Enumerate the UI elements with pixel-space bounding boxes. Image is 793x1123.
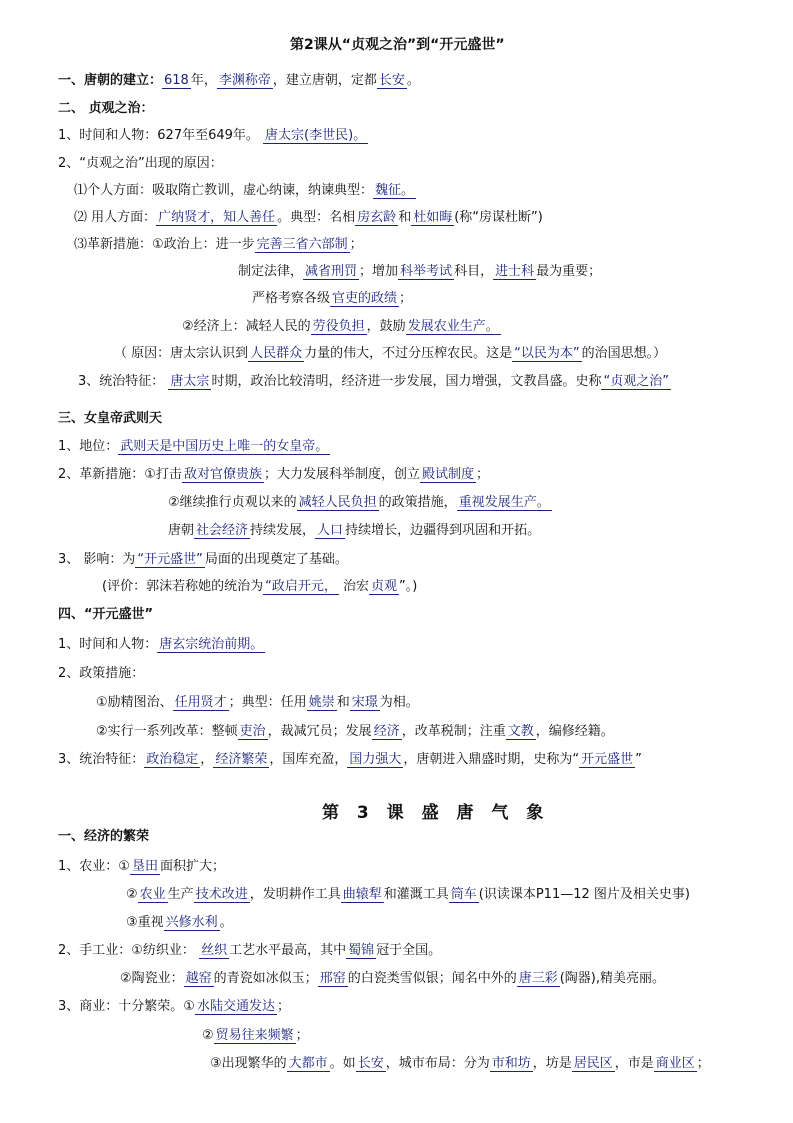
section4-heading: 四、“开元盛世” (58, 607, 154, 622)
text: ⑶革新措施：①政治上：进一步 (74, 237, 255, 252)
text: ，城市布局：分为 (385, 1056, 490, 1071)
xuanzong: 唐玄宗统治前期。 (159, 637, 264, 652)
text: 严格考察各级 (252, 291, 331, 306)
text: 持续增长，边疆得到巩固和开拓。 (345, 523, 541, 538)
social-economy: 社会经济 (196, 523, 249, 538)
metropolis: 大都市 (288, 1056, 328, 1071)
text: 3、统治特征： (78, 374, 165, 389)
text: 年， (190, 73, 217, 88)
text: 3、 影响：为 (58, 552, 136, 567)
s4-item1 (58, 636, 265, 654)
text: ②经济上：减轻人民的 (182, 319, 311, 334)
text: 1、农业：① (58, 859, 130, 874)
l3-commerce (58, 998, 290, 1016)
text: 局面的出现奠定了基础。 (204, 552, 348, 567)
jinshi: 进士科 (495, 264, 535, 279)
text: ，鼓励 (366, 319, 406, 334)
zhenguan: 贞观 (370, 579, 397, 594)
s2-item3 (78, 373, 671, 391)
text: 力量的伟大，不过分压榨农民。这是 (304, 346, 513, 361)
residential: 居民区 (573, 1056, 613, 1071)
wei-zheng: 魏征。 (375, 183, 415, 198)
s4-item2a (96, 694, 419, 712)
text: ②实行一系列改革：整顿 (96, 724, 238, 739)
text: 。如 (329, 1056, 356, 1071)
text: 面积扩大； (159, 859, 225, 874)
text: 最为重要； (536, 264, 602, 279)
trade: 贸易往来频繁 (215, 1028, 294, 1043)
text: ，发明耕作工具 (249, 887, 341, 902)
s3-item3 (58, 551, 348, 569)
political-stability: 政治稳定 (146, 752, 199, 767)
text: 和灌溉工具 (383, 887, 449, 902)
text: ①励精图治、 (96, 695, 173, 710)
text: 和 (398, 210, 412, 225)
s2-item2b (74, 209, 543, 227)
agriculture: 农业 (139, 887, 166, 902)
section1-heading: 一、唐朝的建立： (58, 73, 163, 88)
l3-handicraft (58, 942, 441, 960)
founding-year: 618 (164, 73, 189, 88)
text: ③重视 (126, 915, 164, 930)
official-records: 官吏的政绩 (332, 291, 398, 306)
economy: 经济 (373, 724, 400, 739)
irrigation: 兴修水利 (165, 915, 218, 930)
text: ⑴个人方面：吸取隋亡教训，虚心纳谏，纳谏典型： (74, 183, 374, 198)
text: ②陶瓷业： (120, 971, 184, 986)
text: ，编修经籍。 (535, 724, 614, 739)
l3-section1-heading: 一、经济的繁荣 (58, 829, 150, 844)
emperor-taizong: 唐太宗(李世民)。 (265, 128, 367, 143)
shu-brocade: 蜀锦 (348, 943, 375, 958)
text: (称“房谋杜断”) (454, 210, 543, 225)
l3-trade (202, 1027, 309, 1045)
du-ruhui: 杜如晦 (413, 210, 453, 225)
tang-sancai: 唐三彩 (518, 971, 558, 986)
song-jing: 宋璟 (351, 695, 378, 710)
text: ； (399, 291, 413, 306)
l3-agriculture (58, 858, 225, 876)
text: ”。) (398, 579, 418, 594)
text: 冠于全国。 (376, 943, 442, 958)
s2-item2c (74, 236, 363, 254)
text: 2、革新措施：①打击 (58, 467, 182, 482)
text: ，建立唐朝，定都 (272, 73, 377, 88)
officials: 吏治 (239, 724, 266, 739)
text: ；典型：任用 (228, 695, 307, 710)
agri-production: 发展农业生产。 (407, 319, 499, 334)
silk: 丝织 (201, 943, 228, 958)
section2-heading: 二、 贞观之治： (58, 101, 154, 116)
text: 的治国思想。） (581, 346, 667, 361)
tech-improve: 技术改进 (195, 887, 248, 902)
section1-line (58, 72, 420, 90)
s2-law-line (238, 263, 601, 281)
education: 文教 (507, 724, 534, 739)
text: 3、统治特征： (58, 752, 145, 767)
text: ， (200, 752, 214, 767)
reduce-penalties: 减省刑罚 (305, 264, 358, 279)
text: 生产 (167, 887, 194, 902)
palace-exam: 殿试制度 (421, 467, 474, 482)
text: ，坊是 (532, 1056, 572, 1071)
reduce-burden: 减轻人民负担 (298, 495, 377, 510)
text: (识读课本P11—12 图片及相关史事) (478, 887, 690, 902)
changan: 长安 (357, 1056, 384, 1071)
text: 的政策措施， (378, 495, 457, 510)
text: 的白瓷类雪似银；闻名中外的 (347, 971, 517, 986)
capital: 长安 (378, 73, 405, 88)
s4-item2b (96, 723, 614, 741)
s2-item2: 2、“贞观之治”出现的原因： (58, 156, 223, 171)
s2-reason-line (114, 345, 666, 363)
text: 制定法律， (238, 264, 304, 279)
yao-chong: 姚崇 (308, 695, 335, 710)
hostile-aristocrats: 敌对官僚贵族 (183, 467, 262, 482)
imperial-exam: 科举考试 (400, 264, 453, 279)
founder: 李渊称帝 (218, 73, 271, 88)
text: 。 (219, 915, 233, 930)
s3-item2 (58, 466, 489, 484)
wu-zetian-status: 武则天是中国历史上唯一的女皇帝。 (120, 439, 329, 454)
develop-production: 重视发展生产。 (458, 495, 550, 510)
people-first: “以民为本” (514, 346, 580, 361)
text: ② (202, 1028, 214, 1043)
yue-kiln: 越窑 (185, 971, 212, 986)
text: ③出现繁华的 (210, 1056, 287, 1071)
lesson2-title: 第2课从“贞观之治”到“开元盛世” (290, 37, 505, 53)
l3-cities (210, 1055, 710, 1073)
text: 工艺水平最高，其中 (229, 943, 347, 958)
text: ；大力发展科举制度，创立 (263, 467, 420, 482)
s2-econ-line (182, 318, 501, 336)
text: ，唐朝进入鼎盛时期，史称为“ (403, 752, 580, 767)
three-departments: 完善三省六部制 (256, 237, 348, 252)
text: 3、商业：十分繁荣。① (58, 999, 195, 1014)
text: ； (295, 1028, 309, 1043)
market-ward: 市和坊 (491, 1056, 531, 1071)
text: 唐朝 (168, 523, 195, 538)
national-power: 国力强大 (349, 752, 402, 767)
economic-prosperity: 经济繁荣 (215, 752, 268, 767)
text: ⑵ 用人方面： (74, 210, 157, 225)
labor-burden: 劳役负担 (312, 319, 365, 334)
text: 科目， (454, 264, 494, 279)
text: 1、时间和人物：627年至649年。 (58, 128, 259, 143)
kaiyuan: 开元盛世 (581, 752, 634, 767)
s3-item2c (168, 522, 540, 540)
transport: 水陆交通发达 (196, 999, 275, 1014)
text: 。典型：名相 (277, 210, 356, 225)
text: ； (475, 467, 489, 482)
talent-policy: 广纳贤才，知人善任 (158, 210, 276, 225)
fang-xuanling: 房玄龄 (357, 210, 397, 225)
text: ，改革税制；注重 (401, 724, 506, 739)
text: ” (635, 752, 642, 767)
s4-item2: 2、政策措施： (58, 666, 145, 681)
text: 时期，政治比较清明，经济进一步发展，国力增强，文教昌盛。史称 (211, 374, 602, 389)
text: 的青瓷如冰似玉； (213, 971, 318, 986)
waterwheel: 筒车 (450, 887, 477, 902)
s2-item2a (74, 182, 416, 200)
zhenguan-rule: “贞观之治” (603, 374, 669, 389)
text: 治宏 (338, 579, 369, 594)
guo-quote: “政启开元， (265, 579, 337, 594)
xing-kiln: 邢窑 (319, 971, 346, 986)
text: ； (696, 1056, 710, 1071)
population: 人口 (317, 523, 344, 538)
text: ，国库充盈， (269, 752, 348, 767)
text: 和 (336, 695, 350, 710)
s3-item2b (168, 494, 552, 512)
text: ②继续推行贞观以来的 (168, 495, 297, 510)
text: ，市是 (614, 1056, 654, 1071)
section3-heading: 三、女皇帝武则天 (58, 411, 163, 426)
kaiyuan-ref: “开元盛世” (137, 552, 203, 567)
text: （ 原因：唐太宗认识到 (114, 346, 249, 361)
text: 1、地位： (58, 439, 119, 454)
s2-exam-line (252, 290, 412, 308)
text: ，裁减冗员；发展 (267, 724, 372, 739)
commercial: 商业区 (655, 1056, 695, 1071)
lesson3-title: 第 3 课 盛 唐 气 象 (322, 803, 550, 823)
appoint-talent: 任用贤才 (174, 695, 227, 710)
s2-item1 (58, 127, 368, 145)
text: ； (349, 237, 363, 252)
text: (评价：郭沫若称她的统治为 (102, 579, 264, 594)
text: ； (276, 999, 290, 1014)
l3-agriculture-2 (126, 886, 690, 904)
farmland: 垦田 (131, 859, 158, 874)
l3-ceramics (120, 970, 665, 988)
text: 1、时间和人物： (58, 637, 158, 652)
text: ② (126, 887, 138, 902)
text: (陶器),精美亮丽。 (559, 971, 666, 986)
taizong: 唐太宗 (170, 374, 210, 389)
text: 。 (406, 73, 420, 88)
text: 2、手工业：①纺织业： (58, 943, 195, 958)
l3-agriculture-3 (126, 914, 233, 932)
text: ；增加 (359, 264, 399, 279)
the-people: 人民群众 (250, 346, 303, 361)
s3-item1 (58, 438, 330, 456)
text: 持续发展， (250, 523, 316, 538)
s4-item3 (58, 751, 642, 769)
curved-plough: 曲辕犁 (342, 887, 382, 902)
s3-evaluation (102, 578, 417, 596)
text: 为相。 (379, 695, 419, 710)
